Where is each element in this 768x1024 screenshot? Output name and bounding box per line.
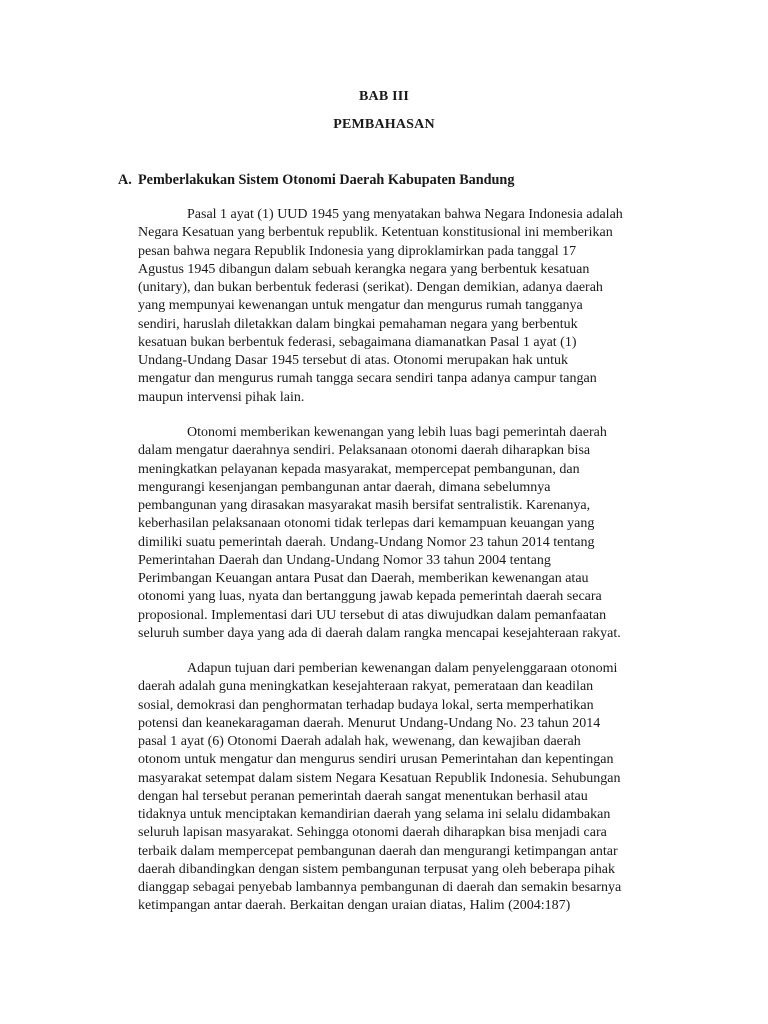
paragraph-line: yang mempunyai kewenangan untuk mengatur dan mengurus rumah tangganya <box>138 298 583 314</box>
paragraph-line: masyarakat setempat dalam sistem Negara Kesatuan Republik Indonesia. Sehubungan <box>138 770 621 786</box>
paragraph-line: dalam mengatur daerahnya sendiri. Pelaksanaan otonomi daerah diharapkan bisa <box>138 443 591 459</box>
paragraph-line: mengatur dan mengurus rumah tangga secara sendiri tanpa adanya campur tangan <box>138 371 597 387</box>
paragraph-line: otonomi yang luas, nyata dan bertanggung jawab kepada pemerintah daerah secara <box>138 589 602 605</box>
paragraph-line: daerah adalah guna meningkatkan kesejahteraan rakyat, pemerataan dan keadilan <box>138 679 594 695</box>
paragraph-line: potensi dan keanekaragaman daerah. Menurut Undang-Undang No. 23 tahun 2014 <box>138 715 601 731</box>
paragraph-line: Negara Kesatuan yang berbentuk republik. Ketentuan konstitusional ini memberikan <box>138 225 613 241</box>
paragraph-line: seluruh lapisan masyarakat. Sehingga otonomi daerah diharapkan bisa menjadi cara <box>138 825 607 841</box>
chapter-heading: BAB III <box>358 89 410 104</box>
paragraph-line: Otonomi memberikan kewenangan yang lebih luas bagi pemerintah daerah <box>187 425 607 440</box>
paragraph-line: Perimbangan Keuangan antara Pusat dan Daerah, memberikan kewenangan atau <box>138 571 589 586</box>
paragraph-3 <box>138 660 678 916</box>
paragraph-line: Undang-Undang Dasar 1945 tersebut di atas. Otonomi merupakan hak untuk <box>138 353 569 368</box>
paragraph-line: meningkatkan pelayanan kepada masyarakat, mempercepat pembangunan, dan <box>138 461 580 477</box>
paragraph-line: Pasal 1 ayat (1) UUD 1945 yang menyatakan bahwa Negara Indonesia adalah <box>187 207 623 222</box>
section-number: A. <box>118 172 132 188</box>
paragraph-line: Adapun tujuan dari pemberian kewenangan dalam penyelenggaraan otonomi <box>187 661 618 676</box>
paragraph-line: tidaknya untuk menciptakan kemandirian daerah yang selama ini selalu didambakan <box>138 807 611 822</box>
paragraph-line: otonom untuk mengatur dan mengurus sendiri urusan Pemerintahan dan kepentingan <box>138 752 614 768</box>
paragraph-1 <box>138 206 678 407</box>
paragraph-2 <box>138 424 678 643</box>
paragraph-line: (unitary), dan bukan berbentuk federasi (serikat). Dengan demikian, adanya daerah <box>138 280 603 295</box>
section-title: Pemberlakukan Sistem Otonomi Daerah Kabupaten Bandung <box>138 172 515 188</box>
section-heading <box>118 172 678 189</box>
paragraph-line: pasal 1 ayat (6) Otonomi Daerah adalah hak, wewenang, dan kewajiban daerah <box>138 734 581 749</box>
paragraph-line: sosial, demokrasi dan penghormatan terhadap budaya lokal, serta memperhatikan <box>138 697 594 713</box>
chapter-title: PEMBAHASAN <box>333 117 435 132</box>
paragraph-line: keberhasilan pelaksanaan otonomi tidak terlepas dari kemampuan keuangan yang <box>138 516 595 532</box>
paragraph-line: daerah dibandingkan dengan sistem pembangunan terpusat yang oleh beberapa pihak <box>138 861 616 877</box>
paragraph-line: Pemerintahan Daerah dan Undang-Undang Nomor 33 tahun 2004 tentang <box>138 552 551 568</box>
paragraph-line: Agustus 1945 dibangun dalam sebuah kerangka negara yang berbentuk kesatuan <box>138 261 590 277</box>
paragraph-line: dimiliki suatu pemerintah daerah. Undang-Undang Nomor 23 tahun 2014 tentang <box>138 534 595 550</box>
paragraph-line: proposional. Implementasi dari UU tersebut di atas diwujudkan dalam pemanfaatan <box>138 607 607 623</box>
paragraph-line: pesan bahwa negara Republik Indonesia yang diproklamirkan pada tanggal 17 <box>138 243 577 259</box>
paragraph-line: dianggap sebagai penyebab lambannya pembangunan di daerah dan semakin besarnya <box>138 880 622 895</box>
paragraph-line: terbaik dalam mempercepat pembangunan daerah dan mengurangi ketimpangan antar <box>138 843 618 859</box>
paragraph-line: sendiri, haruslah diletakkan dalam bingkai pemahaman negara yang berbentuk <box>138 316 578 332</box>
paragraph-line: ketimpangan antar daerah. Berkaitan dengan uraian diatas, Halim (2004:187) <box>138 898 571 914</box>
paragraph-line: maupun intervensi pihak lain. <box>138 389 305 405</box>
paragraph-line: seluruh sumber daya yang ada di daerah dalam rangka mencapai kesejahteraan rakyat. <box>138 625 621 641</box>
paragraph-line: kesatuan bukan berbentuk federasi, sebagaimana diamanatkan Pasal 1 ayat (1) <box>138 334 577 350</box>
paragraph-line: mengurangi kesenjangan pembangunan antar daerah, dimana sebelumnya <box>138 479 551 495</box>
paragraph-line: pembangunan yang dirasakan masyarakat masih bersifat sentralistik. Karenanya, <box>138 498 591 513</box>
paragraph-line: dengan hal tersebut peranan pemerintah daerah sangat menentukan berhasil atau <box>138 788 588 804</box>
